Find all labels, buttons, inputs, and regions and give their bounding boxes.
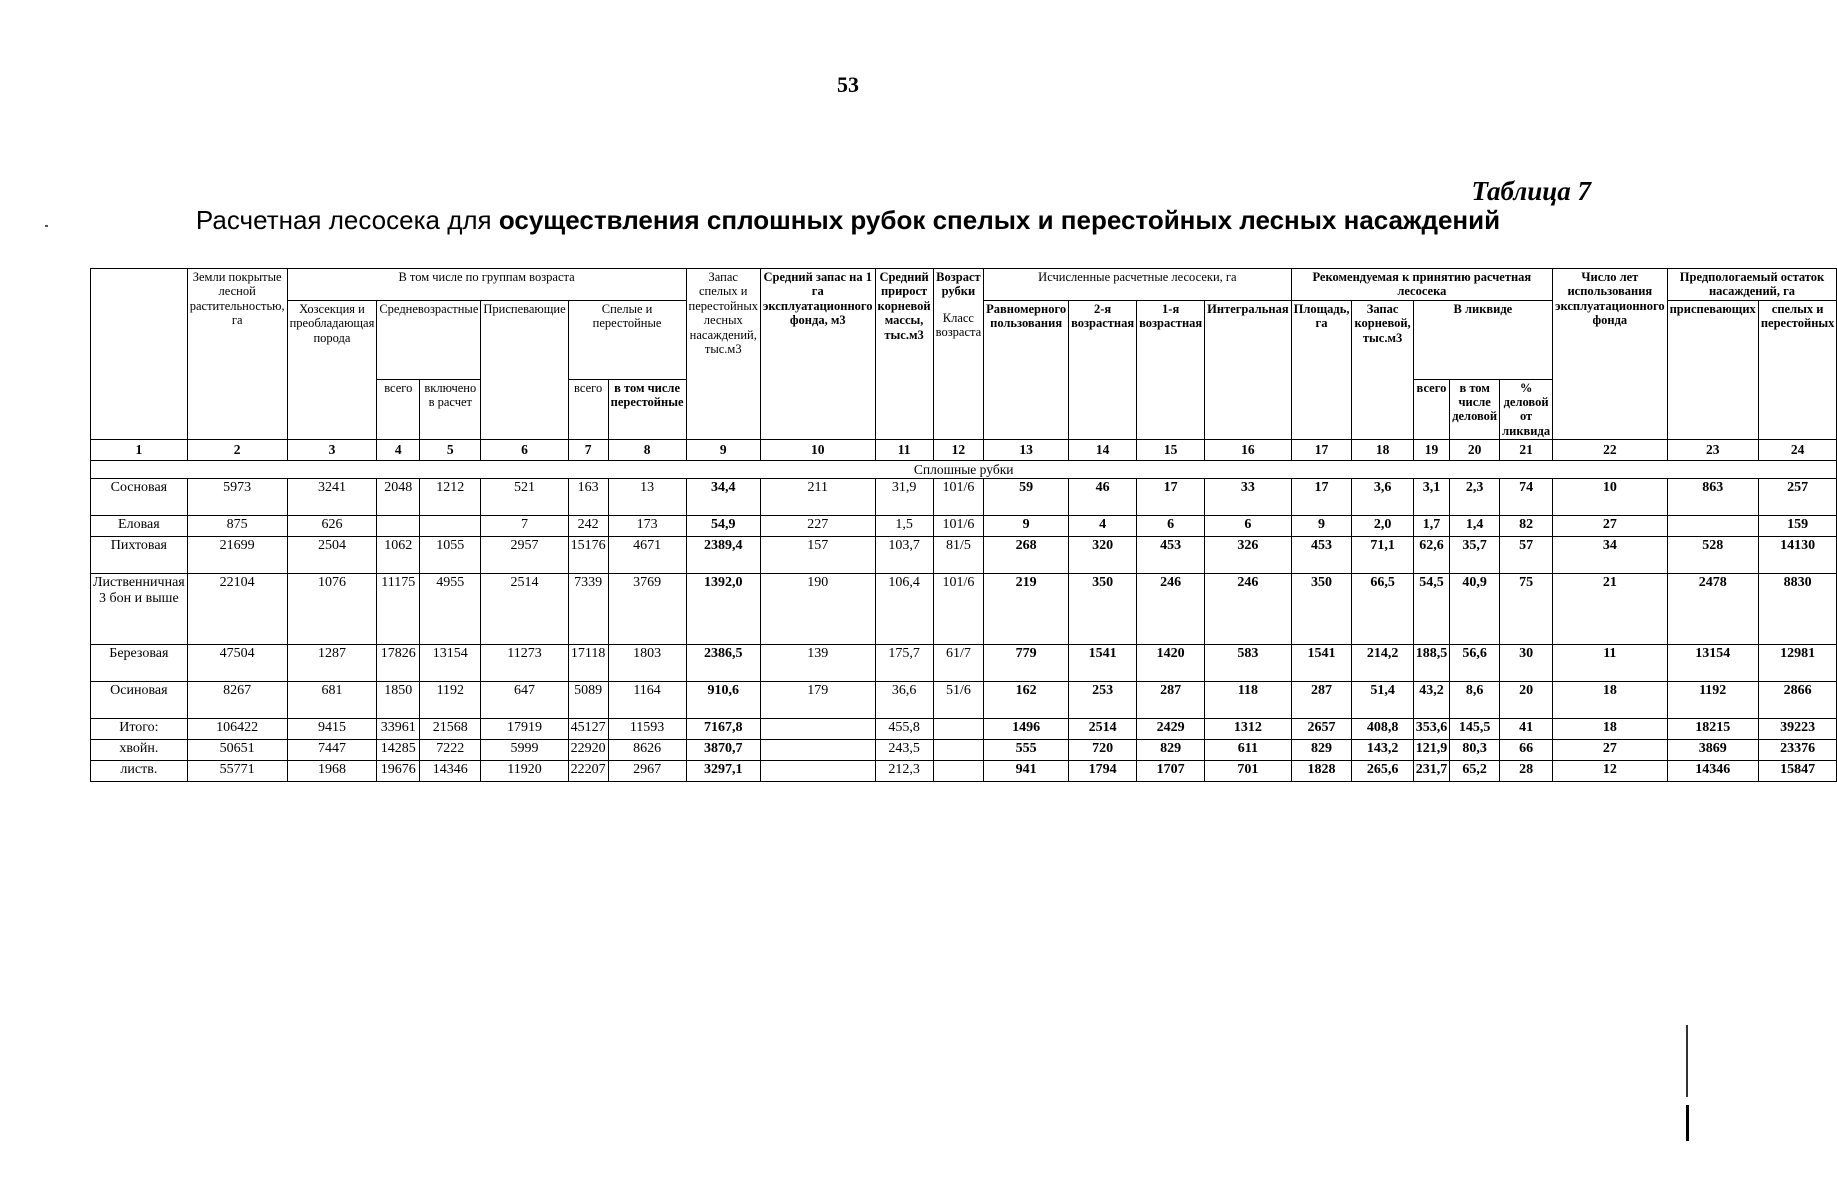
header-forest-land: Земли покрытые лесной растительностью, га bbox=[187, 269, 287, 440]
table-cell: 9415 bbox=[287, 719, 377, 740]
table-title-plain: Расчетная лесосека для bbox=[195, 205, 499, 235]
table-cell: 4 bbox=[1069, 516, 1137, 537]
header-business-percent: % деловой от ликвида bbox=[1500, 379, 1553, 440]
table-cell: 227 bbox=[760, 516, 875, 537]
table-cell: 4955 bbox=[420, 574, 481, 645]
header-recommended-cutting: Рекомендуемая к принятию расчетная лесосека bbox=[1291, 269, 1552, 301]
table-cell: 20 bbox=[1500, 682, 1553, 719]
table-cell: 45127 bbox=[568, 719, 608, 740]
table-cell: 11175 bbox=[377, 574, 420, 645]
column-number: 2 bbox=[187, 440, 287, 461]
table-cell: 1062 bbox=[377, 537, 420, 574]
table-cell: 408,8 bbox=[1352, 719, 1413, 740]
header-row-name-blank bbox=[91, 269, 188, 440]
table-cell: 39223 bbox=[1758, 719, 1837, 740]
table-cell: 13154 bbox=[420, 645, 481, 682]
table-cell: 4671 bbox=[608, 537, 686, 574]
header-calculated-cutting: Исчисленные расчетные лесосеки, га bbox=[984, 269, 1291, 301]
table-cell: 139 bbox=[760, 645, 875, 682]
table-cell: 17118 bbox=[568, 645, 608, 682]
header-section-species: Хозсекция и преобладающая порода bbox=[287, 300, 377, 439]
header-in-liquid: В ликвиде bbox=[1413, 300, 1552, 379]
table-cell bbox=[933, 719, 984, 740]
table-cell: 22920 bbox=[568, 740, 608, 761]
table-cell: 23376 bbox=[1758, 740, 1837, 761]
header-mature-overmature: Спелые и перестойные bbox=[568, 300, 686, 379]
table-cell: 231,7 bbox=[1413, 761, 1450, 782]
table-cell: 647 bbox=[481, 682, 568, 719]
column-number: 12 bbox=[933, 440, 984, 461]
row-species-name: листв. bbox=[91, 761, 188, 782]
table-cell: 17 bbox=[1291, 479, 1352, 516]
table-cell: 242 bbox=[568, 516, 608, 537]
table-body bbox=[91, 479, 1837, 782]
table-cell: 101/6 bbox=[933, 516, 984, 537]
row-species-name: Пихтовая bbox=[91, 537, 188, 574]
header-avg-stock: Средний запас на 1 га эксплуатационного фонда, м3 bbox=[760, 269, 875, 440]
table-cell: 219 bbox=[984, 574, 1069, 645]
header-first-age: 1-я возрастная bbox=[1137, 300, 1205, 439]
header-mature-total: всего bbox=[568, 379, 608, 440]
table-label: Таблица 7 bbox=[1471, 176, 1591, 206]
column-number-row bbox=[91, 440, 1837, 461]
table-cell: 350 bbox=[1069, 574, 1137, 645]
table-cell: 50651 bbox=[187, 740, 287, 761]
table-cell: 35,7 bbox=[1450, 537, 1500, 574]
table-cell: 5973 bbox=[187, 479, 287, 516]
column-number: 17 bbox=[1291, 440, 1352, 461]
table-cell: 11273 bbox=[481, 645, 568, 682]
table-cell: 8830 bbox=[1758, 574, 1837, 645]
table-cell: 1541 bbox=[1069, 645, 1137, 682]
table-cell: 57 bbox=[1500, 537, 1553, 574]
table-cell: 353,6 bbox=[1413, 719, 1450, 740]
table-cell bbox=[760, 740, 875, 761]
scan-edge-mark bbox=[1686, 1105, 1689, 1141]
column-number: 10 bbox=[760, 440, 875, 461]
table-cell: 46 bbox=[1069, 479, 1137, 516]
table-cell: 8267 bbox=[187, 682, 287, 719]
table-cell: 66 bbox=[1500, 740, 1553, 761]
table-cell: 3870,7 bbox=[686, 740, 760, 761]
table-cell: 681 bbox=[287, 682, 377, 719]
table-cell: 188,5 bbox=[1413, 645, 1450, 682]
table-cell: 21568 bbox=[420, 719, 481, 740]
column-number: 18 bbox=[1352, 440, 1413, 461]
table-cell: 829 bbox=[1291, 740, 1352, 761]
table-cell: 1312 bbox=[1205, 719, 1291, 740]
header-business-wood: в том числе деловой bbox=[1450, 379, 1500, 440]
table-cell: 2504 bbox=[287, 537, 377, 574]
table-cell: 246 bbox=[1205, 574, 1291, 645]
table-cell: 1192 bbox=[1667, 682, 1758, 719]
table-cell: 54,5 bbox=[1413, 574, 1450, 645]
table-cell: 1,4 bbox=[1450, 516, 1500, 537]
table-cell: 81/5 bbox=[933, 537, 984, 574]
table-cell: 701 bbox=[1205, 761, 1291, 782]
header-avg-growth: Средний прирост корневой массы, тыс.м3 bbox=[875, 269, 933, 440]
column-number: 19 bbox=[1413, 440, 1450, 461]
table-cell: 121,9 bbox=[1413, 740, 1450, 761]
table-cell: 246 bbox=[1137, 574, 1205, 645]
header-pre-mature: Приспевающие bbox=[481, 300, 568, 439]
table-row bbox=[91, 516, 1837, 537]
table-cell: 47504 bbox=[187, 645, 287, 682]
table-cell: 1192 bbox=[420, 682, 481, 719]
table-cell: 17826 bbox=[377, 645, 420, 682]
table-cell bbox=[760, 719, 875, 740]
table-cell: 71,1 bbox=[1352, 537, 1413, 574]
table-cell: 30 bbox=[1500, 645, 1553, 682]
table-cell: 6 bbox=[1137, 516, 1205, 537]
table-cell: 15176 bbox=[568, 537, 608, 574]
table-cell: 163 bbox=[568, 479, 608, 516]
header-middle-total: всего bbox=[377, 379, 420, 440]
table-cell: 3297,1 bbox=[686, 761, 760, 782]
table-cell: 3,1 bbox=[1413, 479, 1450, 516]
table-cell: 36,6 bbox=[875, 682, 933, 719]
table-cell: 863 bbox=[1667, 479, 1758, 516]
table-cell: 528 bbox=[1667, 537, 1758, 574]
column-number: 6 bbox=[481, 440, 568, 461]
row-species-name: Итого: bbox=[91, 719, 188, 740]
table-cell: 3,6 bbox=[1352, 479, 1413, 516]
column-number: 13 bbox=[984, 440, 1069, 461]
table-cell: 9 bbox=[984, 516, 1069, 537]
column-number: 11 bbox=[875, 440, 933, 461]
table-title bbox=[0, 205, 1696, 236]
table-cell: 17 bbox=[1137, 479, 1205, 516]
row-species-name: Березовая bbox=[91, 645, 188, 682]
table-cell: 101/6 bbox=[933, 574, 984, 645]
column-number: 3 bbox=[287, 440, 377, 461]
table-cell bbox=[760, 761, 875, 782]
row-species-name: Лиственничная 3 бон и выше bbox=[91, 574, 188, 645]
table-cell: 1,7 bbox=[1413, 516, 1450, 537]
table-cell: 22207 bbox=[568, 761, 608, 782]
table-row bbox=[91, 740, 1837, 761]
header-middle-included: включено в расчет bbox=[420, 379, 481, 440]
table-cell: 18215 bbox=[1667, 719, 1758, 740]
header-integral: Интегральная bbox=[1205, 300, 1291, 439]
table-cell: 106422 bbox=[187, 719, 287, 740]
table-cell: 3869 bbox=[1667, 740, 1758, 761]
table-cell: 21699 bbox=[187, 537, 287, 574]
table-cell: 455,8 bbox=[875, 719, 933, 740]
table-cell: 33961 bbox=[377, 719, 420, 740]
table-cell: 75 bbox=[1500, 574, 1553, 645]
column-number: 4 bbox=[377, 440, 420, 461]
table-cell: 1803 bbox=[608, 645, 686, 682]
header-pre-mature-remain: приспевающих bbox=[1667, 300, 1758, 439]
table-cell: 211 bbox=[760, 479, 875, 516]
row-species-name: хвойн. bbox=[91, 740, 188, 761]
table-cell: 7222 bbox=[420, 740, 481, 761]
table-cell: 320 bbox=[1069, 537, 1137, 574]
table-cell: 1541 bbox=[1291, 645, 1352, 682]
header-uniform-use: Равномерного пользования bbox=[984, 300, 1069, 439]
table-cell: 27 bbox=[1553, 516, 1668, 537]
table-cell: 18 bbox=[1553, 682, 1668, 719]
table-cell: 51,4 bbox=[1352, 682, 1413, 719]
cutting-area-table bbox=[90, 268, 1837, 782]
table-cell: 80,3 bbox=[1450, 740, 1500, 761]
table-cell: 1794 bbox=[1069, 761, 1137, 782]
table-cell: 11920 bbox=[481, 761, 568, 782]
table-cell: 40,9 bbox=[1450, 574, 1500, 645]
table-cell: 2386,5 bbox=[686, 645, 760, 682]
table-cell: 15847 bbox=[1758, 761, 1837, 782]
table-cell: 6 bbox=[1205, 516, 1291, 537]
table-cell: 1076 bbox=[287, 574, 377, 645]
table-cell: 2389,4 bbox=[686, 537, 760, 574]
row-species-name: Еловая bbox=[91, 516, 188, 537]
table-cell: 2,3 bbox=[1450, 479, 1500, 516]
table-cell: 22104 bbox=[187, 574, 287, 645]
table-cell: 62,6 bbox=[1413, 537, 1450, 574]
table-cell: 9 bbox=[1291, 516, 1352, 537]
table-cell: 8,6 bbox=[1450, 682, 1500, 719]
table-cell: 453 bbox=[1291, 537, 1352, 574]
table-cell: 18 bbox=[1553, 719, 1668, 740]
table-row bbox=[91, 645, 1837, 682]
table-cell: 65,2 bbox=[1450, 761, 1500, 782]
table-cell: 14346 bbox=[420, 761, 481, 782]
table-cell: 11593 bbox=[608, 719, 686, 740]
table-cell: 51/6 bbox=[933, 682, 984, 719]
table-cell bbox=[420, 516, 481, 537]
table-cell: 453 bbox=[1137, 537, 1205, 574]
table-cell: 611 bbox=[1205, 740, 1291, 761]
table-row bbox=[91, 682, 1837, 719]
table-cell: 179 bbox=[760, 682, 875, 719]
header-mature-stock: Запас спелых и перестойных лесных насаждений, тыс.м3 bbox=[686, 269, 760, 440]
table-cell: 159 bbox=[1758, 516, 1837, 537]
table-cell: 910,6 bbox=[686, 682, 760, 719]
table-cell: 2514 bbox=[1069, 719, 1137, 740]
table-cell: 173 bbox=[608, 516, 686, 537]
table-cell: 626 bbox=[287, 516, 377, 537]
table-cell: 214,2 bbox=[1352, 645, 1413, 682]
table-cell: 82 bbox=[1500, 516, 1553, 537]
header-remaining-stands: Предпологаемый остаток насаждений, га bbox=[1667, 269, 1837, 301]
table-row bbox=[91, 574, 1837, 645]
header-middle-aged: Средневозрастные bbox=[377, 300, 481, 379]
table-cell: 143,2 bbox=[1352, 740, 1413, 761]
header-age-class-label: Класс возраста bbox=[935, 310, 982, 340]
table-cell: 1055 bbox=[420, 537, 481, 574]
table-cell: 2967 bbox=[608, 761, 686, 782]
table-cell bbox=[933, 761, 984, 782]
table-cell: 12 bbox=[1553, 761, 1668, 782]
table-cell: 11 bbox=[1553, 645, 1668, 682]
table-cell: 720 bbox=[1069, 740, 1137, 761]
table-cell: 43,2 bbox=[1413, 682, 1450, 719]
column-number: 1 bbox=[91, 440, 188, 461]
header-root-stock: Запас корневой, тыс.м3 bbox=[1352, 300, 1413, 439]
table-cell: 175,7 bbox=[875, 645, 933, 682]
column-number: 16 bbox=[1205, 440, 1291, 461]
table-cell: 2478 bbox=[1667, 574, 1758, 645]
table-cell: 1212 bbox=[420, 479, 481, 516]
table-cell: 103,7 bbox=[875, 537, 933, 574]
table-cell: 7167,8 bbox=[686, 719, 760, 740]
column-number: 15 bbox=[1137, 440, 1205, 461]
table-cell: 243,5 bbox=[875, 740, 933, 761]
table-cell bbox=[1667, 516, 1758, 537]
table-cell: 265,6 bbox=[1352, 761, 1413, 782]
table-row bbox=[91, 537, 1837, 574]
table-cell: 33 bbox=[1205, 479, 1291, 516]
column-number: 20 bbox=[1450, 440, 1500, 461]
table-cell: 27 bbox=[1553, 740, 1668, 761]
header-overmature-remain: спелых и перестойных bbox=[1758, 300, 1837, 439]
table-cell bbox=[933, 740, 984, 761]
table-cell: 157 bbox=[760, 537, 875, 574]
column-number: 7 bbox=[568, 440, 608, 461]
table-row bbox=[91, 719, 1837, 740]
table-title-bold: осуществления сплошных рубок спелых и перестойных лесных насаждений bbox=[498, 205, 1501, 235]
table-cell: 2514 bbox=[481, 574, 568, 645]
column-number: 22 bbox=[1553, 440, 1668, 461]
table-cell: 55771 bbox=[187, 761, 287, 782]
table-cell: 829 bbox=[1137, 740, 1205, 761]
table-cell: 1287 bbox=[287, 645, 377, 682]
table-cell: 1850 bbox=[377, 682, 420, 719]
table-cell: 162 bbox=[984, 682, 1069, 719]
table-cell: 1707 bbox=[1137, 761, 1205, 782]
table-cell: 101/6 bbox=[933, 479, 984, 516]
table-cell: 56,6 bbox=[1450, 645, 1500, 682]
table-cell: 5999 bbox=[481, 740, 568, 761]
table-cell: 8626 bbox=[608, 740, 686, 761]
header-age-groups: В том числе по группам возраста bbox=[287, 269, 686, 301]
table-cell: 287 bbox=[1137, 682, 1205, 719]
header-liquid-total: всего bbox=[1413, 379, 1450, 440]
table-cell: 1968 bbox=[287, 761, 377, 782]
column-number: 23 bbox=[1667, 440, 1758, 461]
column-number: 21 bbox=[1500, 440, 1553, 461]
table-cell: 106,4 bbox=[875, 574, 933, 645]
table-cell: 350 bbox=[1291, 574, 1352, 645]
table-cell: 10 bbox=[1553, 479, 1668, 516]
header-second-age: 2-я возрастная bbox=[1069, 300, 1137, 439]
table-cell: 212,3 bbox=[875, 761, 933, 782]
table-cell: 875 bbox=[187, 516, 287, 537]
table-cell: 941 bbox=[984, 761, 1069, 782]
table-cell: 14285 bbox=[377, 740, 420, 761]
table-cell: 3241 bbox=[287, 479, 377, 516]
row-species-name: Осиновая bbox=[91, 682, 188, 719]
header-cutting-age-label: Возраст рубки bbox=[936, 270, 981, 299]
column-number: 24 bbox=[1758, 440, 1837, 461]
table-cell: 59 bbox=[984, 479, 1069, 516]
table-cell: 253 bbox=[1069, 682, 1137, 719]
table-cell: 257 bbox=[1758, 479, 1837, 516]
table-cell: 268 bbox=[984, 537, 1069, 574]
header-area: Площадь, га bbox=[1291, 300, 1352, 439]
table-cell: 2429 bbox=[1137, 719, 1205, 740]
column-number: 14 bbox=[1069, 440, 1137, 461]
table-cell: 17919 bbox=[481, 719, 568, 740]
table-cell: 555 bbox=[984, 740, 1069, 761]
table-cell: 1,5 bbox=[875, 516, 933, 537]
table-cell: 190 bbox=[760, 574, 875, 645]
column-number: 5 bbox=[420, 440, 481, 461]
table-cell: 1496 bbox=[984, 719, 1069, 740]
table-cell: 21 bbox=[1553, 574, 1668, 645]
table-cell: 583 bbox=[1205, 645, 1291, 682]
section-label: Сплошные рубки bbox=[91, 460, 1837, 479]
table-cell: 7447 bbox=[287, 740, 377, 761]
table-cell: 3769 bbox=[608, 574, 686, 645]
header-cutting-age bbox=[933, 269, 984, 440]
table-cell: 1420 bbox=[1137, 645, 1205, 682]
table-cell: 5089 bbox=[568, 682, 608, 719]
table-cell: 7339 bbox=[568, 574, 608, 645]
table-cell: 28 bbox=[1500, 761, 1553, 782]
table-cell: 2657 bbox=[1291, 719, 1352, 740]
table-cell bbox=[377, 516, 420, 537]
table-cell: 14130 bbox=[1758, 537, 1837, 574]
table-cell: 1164 bbox=[608, 682, 686, 719]
table-cell: 74 bbox=[1500, 479, 1553, 516]
table-cell: 19676 bbox=[377, 761, 420, 782]
table-cell: 54,9 bbox=[686, 516, 760, 537]
table-cell: 287 bbox=[1291, 682, 1352, 719]
table-cell: 12981 bbox=[1758, 645, 1837, 682]
table-cell: 41 bbox=[1500, 719, 1553, 740]
table-row bbox=[91, 479, 1837, 516]
table-cell: 1392,0 bbox=[686, 574, 760, 645]
header-years-of-use: Число лет использования эксплуатационного фонда bbox=[1553, 269, 1668, 440]
table-cell: 118 bbox=[1205, 682, 1291, 719]
table-cell: 2957 bbox=[481, 537, 568, 574]
table-cell: 1828 bbox=[1291, 761, 1352, 782]
table-cell: 34,4 bbox=[686, 479, 760, 516]
table-cell: 521 bbox=[481, 479, 568, 516]
header-overmature: в том числе перестойные bbox=[608, 379, 686, 440]
table-cell: 2866 bbox=[1758, 682, 1837, 719]
table-cell: 66,5 bbox=[1352, 574, 1413, 645]
table-cell: 145,5 bbox=[1450, 719, 1500, 740]
table-cell: 2,0 bbox=[1352, 516, 1413, 537]
column-number: 8 bbox=[608, 440, 686, 461]
table-cell: 7 bbox=[481, 516, 568, 537]
column-number: 9 bbox=[686, 440, 760, 461]
table-cell: 14346 bbox=[1667, 761, 1758, 782]
table-cell: 34 bbox=[1553, 537, 1668, 574]
scan-edge-line bbox=[1686, 1025, 1688, 1097]
table-cell: 2048 bbox=[377, 479, 420, 516]
table-cell: 13 bbox=[608, 479, 686, 516]
row-species-name: Сосновая bbox=[91, 479, 188, 516]
table-row bbox=[91, 761, 1837, 782]
page-number: 53 bbox=[837, 72, 859, 97]
table-cell: 61/7 bbox=[933, 645, 984, 682]
table-cell: 31,9 bbox=[875, 479, 933, 516]
table-cell: 13154 bbox=[1667, 645, 1758, 682]
table-cell: 779 bbox=[984, 645, 1069, 682]
table-cell: 326 bbox=[1205, 537, 1291, 574]
